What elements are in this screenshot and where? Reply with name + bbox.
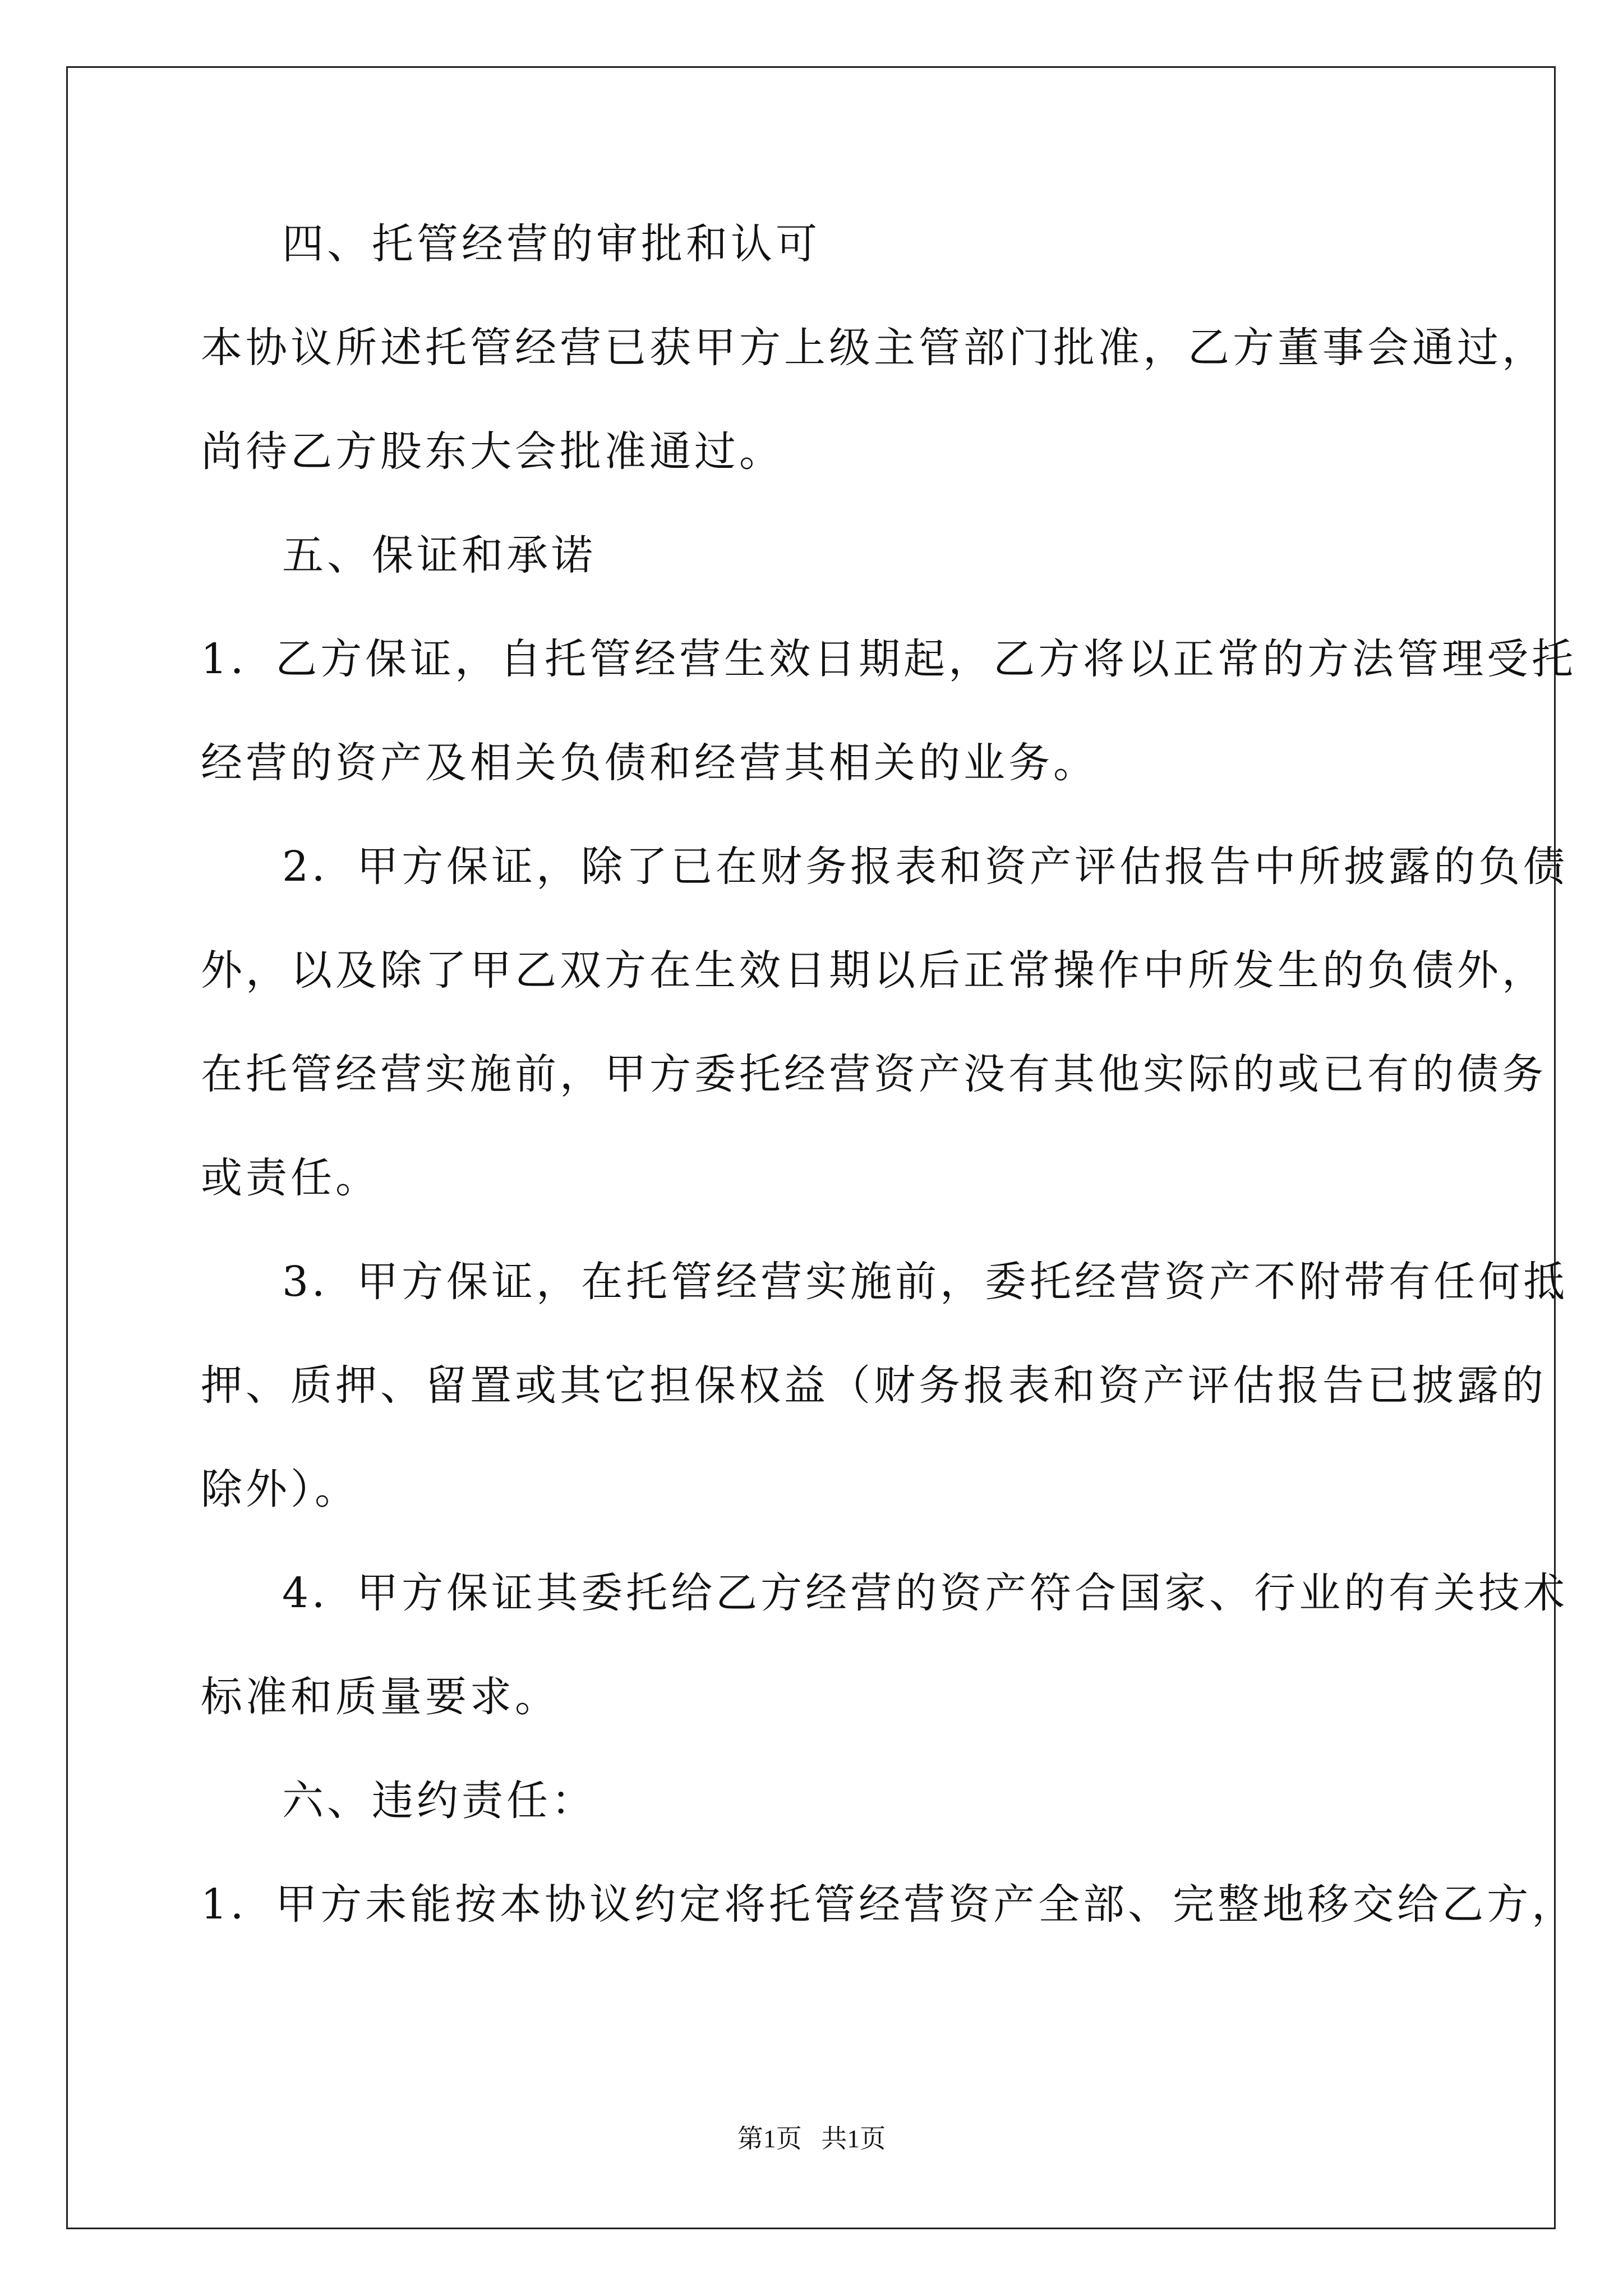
paragraph-line: 或责任。 [201, 1154, 380, 1202]
paragraph-line: 1．甲方未能按本协议约定将托管经营资产全部、完整地移交给乙方， [201, 1880, 1577, 1929]
paragraph-line: 标准和质量要求。 [201, 1673, 560, 1721]
paragraph-line: 1．乙方保证，自托管经营生效日期起，乙方将以正常的方法管理受托 [201, 635, 1577, 683]
paragraph-line: 本协议所述托管经营已获甲方上级主管部门批准，乙方董事会通过， [201, 324, 1547, 372]
paragraph-line: 3．甲方保证，在托管经营实施前，委托经营资产不附带有任何抵 [282, 1258, 1569, 1306]
paragraph-line: 尚待乙方股东大会批准通过。 [201, 427, 784, 476]
paragraph-line: 在托管经营实施前，甲方委托经营资产没有其他实际的或已有的债务 [201, 1050, 1547, 1098]
paragraph-line: 外，以及除了甲乙双方在生效日期以后正常操作中所发生的负债外， [201, 946, 1547, 995]
paragraph-line: 除外）。 [201, 1465, 359, 1513]
section-heading-4: 四、托管经营的审批和认可 [282, 220, 820, 268]
section-heading-6: 六、违约责任： [282, 1777, 596, 1825]
paragraph-line: 2．甲方保证，除了已在财务报表和资产评估报告中所披露的负债 [282, 843, 1569, 891]
section-heading-5: 五、保证和承诺 [282, 531, 596, 579]
paragraph-line: 押、质押、留置或其它担保权益（财务报表和资产评估报告已披露的 [201, 1361, 1547, 1410]
paragraph-line: 4．甲方保证其委托给乙方经营的资产符合国家、行业的有关技术 [282, 1569, 1569, 1617]
paragraph-line: 经营的资产及相关负债和经营其相关的业务。 [201, 739, 1098, 787]
page-footer: 第1页 共1页 [737, 2124, 886, 2153]
